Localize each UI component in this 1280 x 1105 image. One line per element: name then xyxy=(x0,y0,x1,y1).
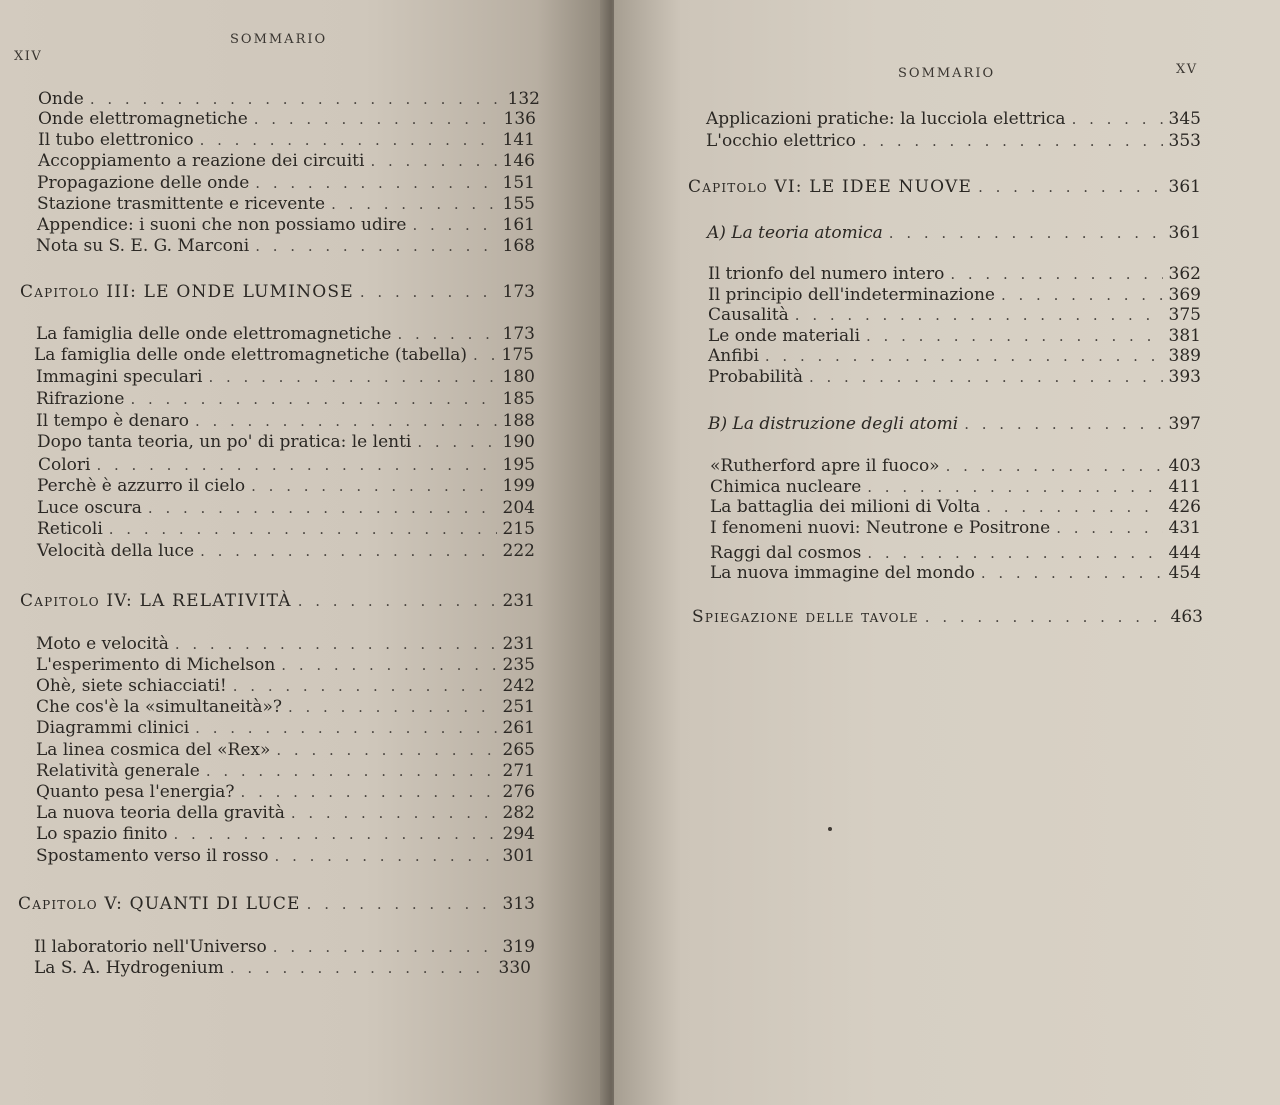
chapter-heading[interactable] xyxy=(20,591,535,611)
chapter-label: Capitolo xyxy=(20,282,100,302)
entry-title: Reticoli xyxy=(37,519,103,539)
leader-dots xyxy=(331,194,496,214)
leader-dots xyxy=(360,282,497,302)
entry-title: Rifrazione xyxy=(36,389,125,409)
toc-entry[interactable] xyxy=(708,285,1201,305)
toc-entry[interactable] xyxy=(708,305,1201,325)
toc-entry[interactable] xyxy=(706,131,1201,151)
section-heading[interactable] xyxy=(707,223,1201,243)
toc-entry[interactable] xyxy=(36,634,535,654)
entry-title: Quanto pesa l'energia? xyxy=(36,782,235,802)
toc-entry[interactable] xyxy=(37,215,535,235)
entry-page: 175 xyxy=(501,345,534,365)
entry-title: Il tubo elettronico xyxy=(38,130,194,150)
entry-page: 168 xyxy=(502,236,535,256)
entry-page: 369 xyxy=(1168,285,1201,305)
toc-entry[interactable] xyxy=(37,476,535,496)
entry-title: Appendice: i suoni che non possiamo udire xyxy=(37,215,407,235)
leader-dots xyxy=(867,477,1162,497)
leader-dots xyxy=(370,151,496,171)
toc-entry[interactable] xyxy=(38,89,540,109)
ink-spot xyxy=(828,827,832,831)
leader-dots xyxy=(174,824,497,844)
chapter-name: IV: LA RELATIVITÀ xyxy=(106,591,292,611)
toc-entry[interactable] xyxy=(36,824,535,844)
leader-dots xyxy=(986,497,1162,517)
entry-page: 294 xyxy=(502,824,535,844)
entry-title: Colori xyxy=(38,455,91,475)
entry-title: Immagini speculari xyxy=(36,367,203,387)
entry-page: 136 xyxy=(503,109,536,129)
leader-dots xyxy=(1056,518,1162,538)
toc-entry[interactable] xyxy=(36,367,535,387)
entry-page: 132 xyxy=(507,89,540,109)
leader-dots xyxy=(1072,109,1163,129)
toc-entry[interactable] xyxy=(38,130,535,150)
entry-page: 188 xyxy=(502,411,535,431)
page-number-right: XV xyxy=(1176,62,1198,77)
toc-entry[interactable] xyxy=(34,958,531,978)
entry-page: 454 xyxy=(1168,563,1201,583)
leader-dots xyxy=(195,718,496,738)
entry-title: I fenomeni nuovi: Neutrone e Positrone xyxy=(710,518,1051,538)
toc-entry[interactable] xyxy=(38,455,535,475)
toc-entry[interactable] xyxy=(706,109,1201,129)
toc-entry[interactable] xyxy=(37,541,535,561)
chapter-label: Capitolo xyxy=(18,894,98,914)
entry-page: 282 xyxy=(502,803,535,823)
toc-entry[interactable] xyxy=(36,740,535,760)
entry-page: 231 xyxy=(502,634,535,654)
entry-title: Diagrammi clinici xyxy=(36,718,190,738)
leader-dots xyxy=(946,456,1163,476)
chapter-title xyxy=(20,282,354,302)
entry-page: 319 xyxy=(502,937,535,957)
entry-page: 393 xyxy=(1168,367,1201,387)
entry-title: La nuova immagine del mondo xyxy=(710,563,975,583)
toc-entry[interactable] xyxy=(37,519,535,539)
leader-dots xyxy=(809,367,1163,387)
leader-dots xyxy=(275,846,497,866)
leader-dots xyxy=(867,543,1162,563)
entry-page: 361 xyxy=(1168,223,1201,243)
entry-page: 426 xyxy=(1168,497,1201,517)
entry-title: La battaglia dei milioni di Volta xyxy=(710,497,981,517)
entry-title: Applicazioni pratiche: la lucciola elettrica xyxy=(706,109,1066,129)
chapter-heading[interactable] xyxy=(18,894,535,914)
entry-title: Spostamento verso il rosso xyxy=(36,846,269,866)
entry-page: 231 xyxy=(502,591,535,611)
leader-dots xyxy=(90,89,502,109)
entry-page: 271 xyxy=(502,761,535,781)
toc-entry[interactable] xyxy=(710,518,1201,538)
entry-page: 215 xyxy=(502,519,535,539)
toc-entry[interactable] xyxy=(36,324,535,344)
chapter-title xyxy=(20,591,292,611)
leader-dots xyxy=(473,345,496,365)
toc-entry[interactable] xyxy=(36,697,535,717)
entry-page: 301 xyxy=(502,846,535,866)
leader-dots xyxy=(200,130,497,150)
right-page xyxy=(614,0,1280,1105)
chapter-title xyxy=(688,177,972,197)
toc-entry[interactable] xyxy=(37,432,535,452)
section-title: A) La teoria atomica xyxy=(707,223,883,243)
chapter-title xyxy=(18,894,301,914)
page-number-left: XIV xyxy=(14,49,43,64)
leader-dots xyxy=(298,591,497,611)
entry-title: Moto e velocità xyxy=(36,634,169,654)
leader-dots xyxy=(889,223,1163,243)
toc-entry[interactable] xyxy=(708,346,1201,366)
toc-entry[interactable] xyxy=(708,264,1201,284)
chapter-name: III: LE ONDE LUMINOSE xyxy=(106,282,354,302)
entry-page: 353 xyxy=(1168,131,1201,151)
leader-dots xyxy=(200,541,496,561)
leader-dots xyxy=(130,389,496,409)
chapter-label: Capitolo xyxy=(688,177,768,197)
entry-title: Dopo tanta teoria, un po' di pratica: le lenti xyxy=(37,432,412,452)
toc-entry[interactable] xyxy=(36,718,535,738)
chapter-label: Spiegazione delle tavole xyxy=(692,607,919,627)
entry-page: 155 xyxy=(502,194,535,214)
entry-page: 345 xyxy=(1168,109,1201,129)
entry-page: 375 xyxy=(1168,305,1201,325)
entry-page: 141 xyxy=(502,130,535,150)
running-head-left: SOMMARIO xyxy=(230,32,328,47)
toc-entry[interactable] xyxy=(37,498,535,518)
toc-entry[interactable] xyxy=(36,655,535,675)
entry-page: 161 xyxy=(502,215,535,235)
toc-entry[interactable] xyxy=(710,543,1201,563)
chapter-heading[interactable] xyxy=(692,607,1203,627)
chapter-name: VI: LE IDEE NUOVE xyxy=(774,177,973,197)
entry-title: Raggi dal cosmos xyxy=(710,543,862,563)
entry-title: Il laboratorio nell'Universo xyxy=(34,937,267,957)
entry-title: Probabilità xyxy=(708,367,803,387)
entry-title: Che cos'è la «simultaneità»? xyxy=(36,697,282,717)
entry-page: 276 xyxy=(502,782,535,802)
toc-entry[interactable] xyxy=(710,497,1201,517)
entry-title: Le onde materiali xyxy=(708,326,861,346)
entry-page: 389 xyxy=(1168,346,1201,366)
leader-dots xyxy=(765,346,1163,366)
entry-page: 313 xyxy=(502,894,535,914)
entry-page: 242 xyxy=(502,676,535,696)
entry-page: 265 xyxy=(502,740,535,760)
entry-page: 251 xyxy=(502,697,535,717)
entry-title: Velocità della luce xyxy=(37,541,195,561)
section-title: B) La distruzione degli atomi xyxy=(708,414,959,434)
leader-dots xyxy=(978,177,1162,197)
entry-title: Il principio dell'indeterminazione xyxy=(708,285,995,305)
entry-title: Onde elettromagnetiche xyxy=(38,109,248,129)
entry-title: Il tempo è denaro xyxy=(36,411,189,431)
entry-page: 362 xyxy=(1168,264,1201,284)
leader-dots xyxy=(307,894,497,914)
entry-title: Causalità xyxy=(708,305,789,325)
entry-title: Stazione trasmittente e ricevente xyxy=(37,194,326,214)
toc-entry[interactable] xyxy=(34,937,535,957)
entry-page: 463 xyxy=(1170,607,1203,627)
entry-page: 199 xyxy=(502,476,535,496)
entry-title: Relatività generale xyxy=(36,761,200,781)
entry-title: Onde xyxy=(38,89,84,109)
leader-dots xyxy=(255,173,496,193)
entry-page: 195 xyxy=(502,455,535,475)
toc-entry[interactable] xyxy=(37,173,535,193)
entry-title: La S. A. Hydrogenium xyxy=(34,958,224,978)
entry-page: 204 xyxy=(502,498,535,518)
toc-entry[interactable] xyxy=(36,782,535,802)
toc-entry[interactable] xyxy=(36,846,535,866)
toc-entry[interactable] xyxy=(37,194,535,214)
leader-dots xyxy=(417,432,496,452)
leader-dots xyxy=(241,782,497,802)
leader-dots xyxy=(254,109,498,129)
leader-dots xyxy=(208,367,496,387)
entry-page: 185 xyxy=(502,389,535,409)
leader-dots xyxy=(925,607,1165,627)
entry-title: Anfibi xyxy=(708,346,759,366)
leader-dots xyxy=(273,937,497,957)
entry-title: Perchè è azzurro il cielo xyxy=(37,476,246,496)
entry-page: 330 xyxy=(498,958,531,978)
section-heading[interactable] xyxy=(708,414,1201,434)
toc-entry[interactable] xyxy=(36,803,535,823)
toc-entry[interactable] xyxy=(710,477,1201,497)
toc-entry[interactable] xyxy=(36,411,535,431)
entry-page: 173 xyxy=(502,324,535,344)
entry-page: 146 xyxy=(502,151,535,171)
entry-page: 180 xyxy=(502,367,535,387)
toc-entry[interactable] xyxy=(36,676,535,696)
toc-entry[interactable] xyxy=(38,109,536,129)
entry-page: 444 xyxy=(1168,543,1201,563)
entry-title: La famiglia delle onde elettromagnetiche xyxy=(36,324,392,344)
leader-dots xyxy=(195,411,497,431)
leader-dots xyxy=(862,131,1163,151)
leader-dots xyxy=(950,264,1162,284)
toc-entry[interactable] xyxy=(710,456,1201,476)
entry-title: Luce oscura xyxy=(37,498,142,518)
leader-dots xyxy=(175,634,497,654)
leader-dots xyxy=(230,958,493,978)
entry-title: La nuova teoria della gravità xyxy=(36,803,285,823)
entry-page: 235 xyxy=(502,655,535,675)
entry-page: 151 xyxy=(502,173,535,193)
entry-page: 190 xyxy=(502,432,535,452)
toc-entry[interactable] xyxy=(36,236,535,256)
entry-page: 397 xyxy=(1168,414,1201,434)
leader-dots xyxy=(148,498,497,518)
entry-page: 411 xyxy=(1168,477,1201,497)
entry-title: Il trionfo del numero intero xyxy=(708,264,945,284)
entry-title: L'occhio elettrico xyxy=(706,131,856,151)
leader-dots xyxy=(109,519,497,539)
chapter-heading[interactable] xyxy=(688,177,1201,197)
leader-dots xyxy=(96,455,496,475)
leader-dots xyxy=(276,740,496,760)
entry-title: «Rutherford apre il fuoco» xyxy=(710,456,940,476)
entry-page: 222 xyxy=(502,541,535,561)
entry-page: 381 xyxy=(1168,326,1201,346)
leader-dots xyxy=(1001,285,1163,305)
chapter-label: Capitolo xyxy=(20,591,100,611)
toc-entry[interactable] xyxy=(708,326,1201,346)
leader-dots xyxy=(981,563,1163,583)
entry-title: Ohè, siete schiacciati! xyxy=(36,676,227,696)
running-head-right: SOMMARIO xyxy=(898,66,996,81)
entry-title: Nota su S. E. G. Marconi xyxy=(36,236,250,256)
leader-dots xyxy=(288,697,497,717)
leader-dots xyxy=(281,655,496,675)
leader-dots xyxy=(397,324,496,344)
chapter-title xyxy=(692,607,919,627)
entry-page: 431 xyxy=(1168,518,1201,538)
leader-dots xyxy=(964,414,1162,434)
leader-dots xyxy=(795,305,1163,325)
toc-entry[interactable] xyxy=(34,345,534,365)
entry-page: 403 xyxy=(1168,456,1201,476)
entry-title: La famiglia delle onde elettromagnetiche (tabella) xyxy=(34,345,468,365)
entry-title: Accoppiamento a reazione dei circuiti xyxy=(38,151,365,171)
toc-entry[interactable] xyxy=(36,761,535,781)
toc-entry[interactable] xyxy=(710,563,1201,583)
entry-page: 361 xyxy=(1168,177,1201,197)
toc-entry[interactable] xyxy=(708,367,1201,387)
entry-title: La linea cosmica del «Rex» xyxy=(36,740,271,760)
leader-dots xyxy=(412,215,496,235)
leader-dots xyxy=(206,761,497,781)
leader-dots xyxy=(255,236,496,256)
entry-page: 173 xyxy=(502,282,535,302)
entry-page: 261 xyxy=(502,718,535,738)
chapter-name: V: QUANTI DI LUCE xyxy=(104,894,301,914)
toc-entry[interactable] xyxy=(36,389,535,409)
leader-dots xyxy=(866,326,1163,346)
leader-dots xyxy=(291,803,497,823)
entry-title: Propagazione delle onde xyxy=(37,173,250,193)
entry-title: L'esperimento di Michelson xyxy=(36,655,276,675)
toc-entry[interactable] xyxy=(38,151,535,171)
leader-dots xyxy=(233,676,497,696)
left-page xyxy=(0,0,610,1105)
entry-title: Chimica nucleare xyxy=(710,477,862,497)
leader-dots xyxy=(251,476,496,496)
entry-title: Lo spazio finito xyxy=(36,824,168,844)
chapter-heading[interactable] xyxy=(20,282,535,302)
